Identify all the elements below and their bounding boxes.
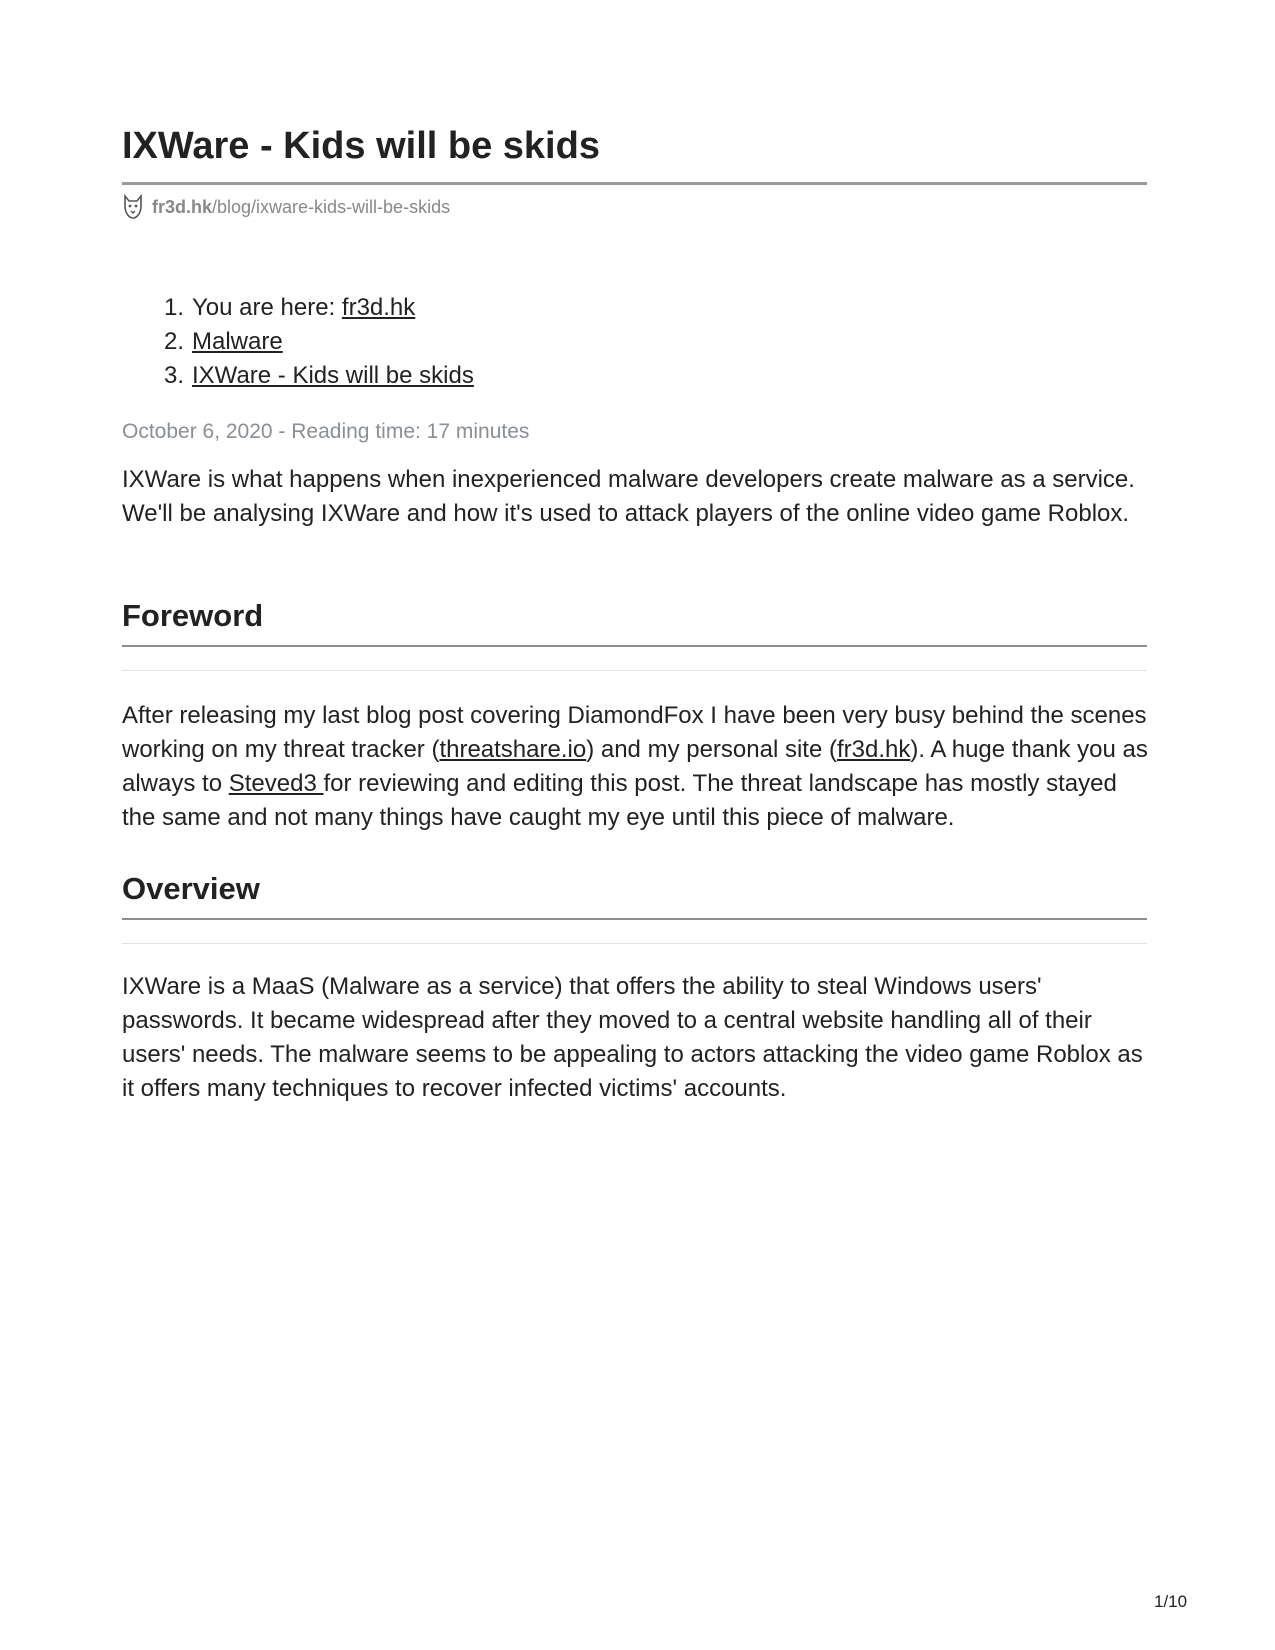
page-number: 1/10 xyxy=(1154,1592,1188,1611)
breadcrumb-item xyxy=(158,325,474,359)
section-divider xyxy=(122,943,1147,944)
breadcrumb xyxy=(158,291,474,393)
foreword-text: After releasing my last blog post covering DiamondFox I have been very busy behind the scenes working on my threat tracker ( xyxy=(122,702,1147,763)
breadcrumb-link-malware[interactable]: Malware xyxy=(192,328,283,355)
breadcrumb-link-home[interactable]: fr3d.hk xyxy=(341,294,416,321)
breadcrumb-number: 3. xyxy=(163,362,184,389)
overview-heading-rule xyxy=(122,918,1147,920)
intro-paragraph: IXWare is what happens when inexperienced malware developers create malware as a service. We'll be analysing IXWare and how it's used to attack players of the online video game Roblox. xyxy=(122,466,1135,527)
breadcrumb-link-article[interactable]: IXWare - Kids will be skids xyxy=(192,362,474,389)
foreword-heading: Foreword xyxy=(122,598,264,633)
source-domain: fr3d.hk xyxy=(152,196,213,217)
post-meta: October 6, 2020 - Reading time: 17 minutes xyxy=(122,420,530,443)
breadcrumb-number: 2. xyxy=(163,328,184,355)
page-title: IXWare - Kids will be skids xyxy=(122,125,600,167)
foreword-text: for reviewing and editing this post. The threat landscape has mostly stayed the same and not many things have caught my eye until this piece of malware. xyxy=(122,770,1117,831)
foreword-text: ). A huge thank you as always to xyxy=(122,736,1148,797)
overview-heading: Overview xyxy=(122,871,260,906)
source-url[interactable] xyxy=(122,194,450,220)
foreword-heading-rule xyxy=(122,645,1147,647)
breadcrumb-prefix: You are here: xyxy=(192,294,342,321)
threatshare-link[interactable]: threatshare.io xyxy=(439,736,587,763)
breadcrumb-item xyxy=(158,291,474,325)
title-divider xyxy=(122,182,1147,185)
foreword-text: ) and my personal site ( xyxy=(586,736,837,763)
breadcrumb-item xyxy=(158,359,474,393)
foreword-paragraph xyxy=(122,699,1152,835)
breadcrumb-number: 1. xyxy=(163,294,184,321)
dog-head-icon xyxy=(122,194,144,220)
fr3d-link[interactable]: fr3d.hk xyxy=(836,736,911,763)
overview-paragraph: IXWare is a MaaS (Malware as a service) that offers the ability to steal Windows users' passwords. It became widespread after they moved to a central website handling all of their users' needs. The malware seems to be appealing to actors attacking the video game Roblox as it offers many techniques to recover infected victims' accounts. xyxy=(122,973,1143,1102)
source-path: /blog/ixware-kids-will-be-skids xyxy=(212,196,451,217)
section-divider xyxy=(122,670,1147,671)
steved3-link[interactable]: Steved3 xyxy=(228,770,324,797)
